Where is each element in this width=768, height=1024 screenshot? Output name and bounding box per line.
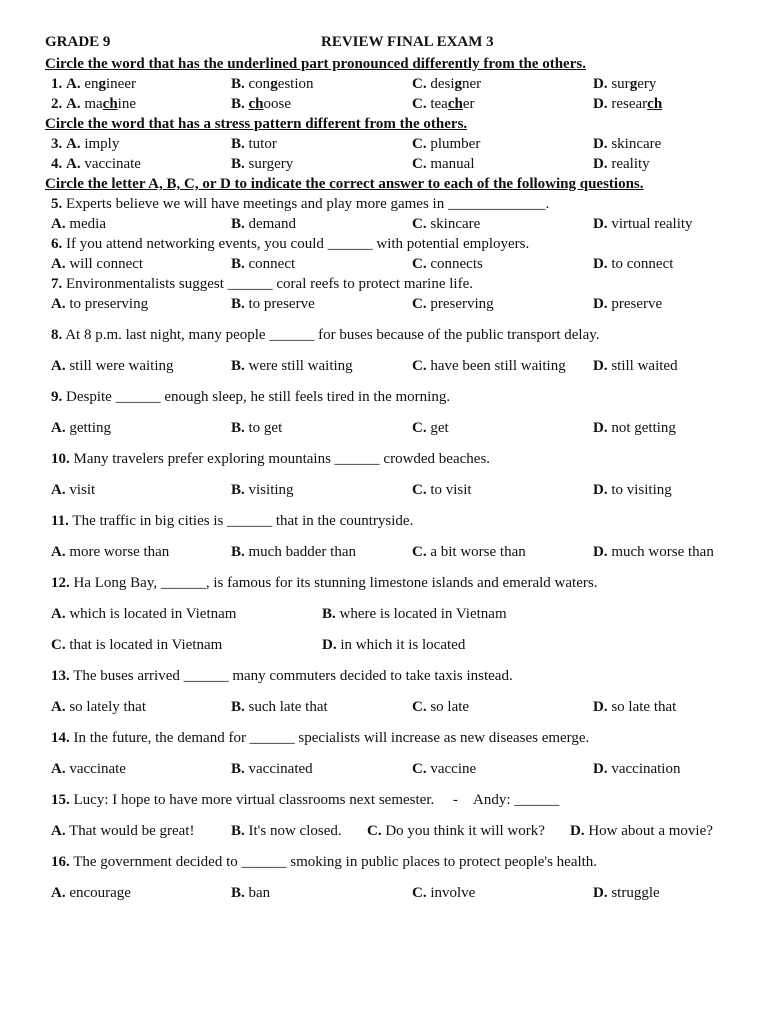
q11-option-a[interactable] bbox=[51, 542, 169, 562]
underlined-part: g bbox=[270, 76, 278, 92]
question-6-options bbox=[45, 254, 735, 274]
question-10-options bbox=[45, 480, 735, 500]
q11-option-c[interactable] bbox=[412, 542, 526, 562]
option-text: preserve bbox=[611, 296, 663, 312]
option-letter: C. bbox=[412, 420, 427, 436]
option-letter: D. bbox=[593, 482, 608, 498]
q6-option-d[interactable] bbox=[593, 254, 673, 274]
option-text: Do you think it will work? bbox=[385, 823, 545, 839]
question-number: 9. bbox=[51, 389, 63, 405]
question-text: The traffic in big cities is ______ that in the countryside. bbox=[72, 513, 414, 529]
q12-option-d[interactable] bbox=[322, 635, 465, 655]
question-number: 5. bbox=[51, 196, 63, 212]
question-14-stem bbox=[45, 728, 735, 748]
q4-option-b[interactable] bbox=[231, 154, 293, 174]
word-part: desi bbox=[430, 76, 455, 92]
option-text: preserving bbox=[430, 296, 494, 312]
question-number: 6. bbox=[51, 236, 63, 252]
option-text: tutor bbox=[248, 136, 277, 152]
option-text: much badder than bbox=[248, 544, 356, 560]
option-text: which is located in Vietnam bbox=[69, 606, 237, 622]
q14-option-d[interactable] bbox=[593, 759, 680, 779]
option-text: more worse than bbox=[69, 544, 170, 560]
q5-option-a[interactable] bbox=[51, 214, 106, 234]
option-letter: C. bbox=[412, 216, 427, 232]
option-letter: B. bbox=[231, 256, 245, 272]
option-letter: A. bbox=[51, 761, 66, 777]
option-letter: C. bbox=[412, 761, 427, 777]
option-text: media bbox=[69, 216, 106, 232]
question-12-stem bbox=[45, 573, 735, 593]
question-text: Experts believe we will have meetings and play more games in _____________. bbox=[66, 196, 550, 212]
option-letter: B. bbox=[231, 76, 245, 92]
question-14-options bbox=[45, 759, 735, 779]
option-text: get bbox=[430, 420, 449, 436]
q4-option-d[interactable] bbox=[593, 154, 650, 174]
underlined-part: ch bbox=[248, 96, 264, 112]
option-text: connects bbox=[430, 256, 483, 272]
question-text: Environmentalists suggest ______ coral reefs to protect marine life. bbox=[66, 276, 473, 292]
question-15-stem bbox=[45, 790, 735, 810]
question-text: The buses arrived ______ many commuters decided to take taxis instead. bbox=[73, 668, 513, 684]
option-text: imply bbox=[84, 136, 120, 152]
option-letter: A. bbox=[66, 156, 81, 172]
question-10-stem bbox=[45, 449, 735, 469]
q3-option-b[interactable] bbox=[231, 134, 277, 154]
q7-option-b[interactable] bbox=[231, 294, 315, 314]
q10-option-b[interactable] bbox=[231, 480, 294, 500]
q10-option-d[interactable] bbox=[593, 480, 672, 500]
option-text: still were waiting bbox=[69, 358, 174, 374]
q7-option-d[interactable] bbox=[593, 294, 662, 314]
q14-option-c[interactable] bbox=[412, 759, 476, 779]
question-12-options-row2 bbox=[45, 635, 735, 655]
option-text: to preserve bbox=[248, 296, 315, 312]
option-text: visit bbox=[69, 482, 96, 498]
option-letter: D. bbox=[570, 823, 585, 839]
option-letter: C. bbox=[412, 136, 427, 152]
option-letter: D. bbox=[593, 885, 608, 901]
pronunciation-instructions: Circle the word that has the underlined part pronounced differently from the others. bbox=[45, 56, 586, 72]
option-text: getting bbox=[69, 420, 112, 436]
question-6-stem bbox=[45, 234, 735, 254]
q6-option-a[interactable] bbox=[51, 254, 143, 274]
word-part: ine bbox=[117, 96, 136, 112]
option-letter: D. bbox=[593, 358, 608, 374]
option-letter: C. bbox=[412, 358, 427, 374]
question-text: Lucy: I hope to have more virtual classrooms next semester. bbox=[73, 792, 435, 808]
option-text: to connect bbox=[611, 256, 674, 272]
option-letter: C. bbox=[412, 296, 427, 312]
option-letter: B. bbox=[231, 761, 245, 777]
q3-option-d[interactable] bbox=[593, 134, 661, 154]
option-letter: A. bbox=[51, 358, 66, 374]
question-9-options bbox=[45, 418, 735, 438]
question-8-options bbox=[45, 356, 735, 376]
question-13-stem bbox=[45, 666, 735, 686]
q8-option-d[interactable] bbox=[593, 356, 678, 376]
option-letter: B. bbox=[231, 156, 245, 172]
option-letter: D. bbox=[593, 761, 608, 777]
word-part: ery bbox=[637, 76, 657, 92]
option-text: vaccinate bbox=[69, 761, 126, 777]
q9-option-d[interactable] bbox=[593, 418, 676, 438]
option-letter: B. bbox=[231, 823, 245, 839]
q9-option-c[interactable] bbox=[412, 418, 449, 438]
word-part: en bbox=[84, 76, 99, 92]
q15-option-c[interactable] bbox=[367, 821, 545, 841]
underlined-part: g bbox=[629, 76, 638, 92]
q15-option-b[interactable] bbox=[231, 821, 342, 841]
option-text: still waited bbox=[611, 358, 678, 374]
word-part: ma bbox=[84, 96, 103, 112]
option-letter: C. bbox=[412, 544, 427, 560]
q11-option-d[interactable] bbox=[593, 542, 714, 562]
q2-option-d[interactable] bbox=[593, 94, 662, 114]
option-letter: D. bbox=[322, 637, 337, 653]
q8-option-a[interactable] bbox=[51, 356, 174, 376]
option-letter: D. bbox=[593, 544, 608, 560]
option-letter: D. bbox=[593, 136, 608, 152]
option-letter: C. bbox=[412, 156, 427, 172]
q7-option-a[interactable] bbox=[51, 294, 148, 314]
q9-option-b[interactable] bbox=[231, 418, 282, 438]
option-letter: B. bbox=[322, 606, 336, 622]
option-text: visiting bbox=[248, 482, 294, 498]
question-number: 1. bbox=[51, 76, 63, 92]
option-letter: C. bbox=[367, 823, 382, 839]
q2-option-a[interactable] bbox=[51, 94, 136, 114]
dialogue-reply: Andy: ______ bbox=[472, 792, 560, 808]
exam-title: REVIEW FINAL EXAM 3 bbox=[321, 34, 494, 50]
q15-option-d[interactable] bbox=[570, 821, 713, 841]
option-letter: B. bbox=[231, 420, 245, 436]
option-letter: C. bbox=[412, 482, 427, 498]
option-letter: B. bbox=[231, 699, 245, 715]
q1-option-c[interactable] bbox=[412, 74, 481, 94]
q8-option-b[interactable] bbox=[231, 356, 353, 376]
option-letter: D. bbox=[593, 699, 608, 715]
question-number: 12. bbox=[51, 575, 70, 591]
q9-option-a[interactable] bbox=[51, 418, 111, 438]
question-3 bbox=[45, 134, 735, 154]
option-letter: A. bbox=[51, 216, 66, 232]
underlined-part: g bbox=[98, 76, 107, 92]
option-text: have been still waiting bbox=[430, 358, 566, 374]
q16-option-c[interactable] bbox=[412, 883, 475, 903]
stress-instructions: Circle the word that has a stress pattern different from the others. bbox=[45, 116, 468, 132]
question-number: 8. bbox=[51, 327, 63, 343]
option-text: so late that bbox=[611, 699, 677, 715]
q6-option-b[interactable] bbox=[231, 254, 295, 274]
q5-option-b[interactable] bbox=[231, 214, 296, 234]
option-letter: A. bbox=[51, 256, 66, 272]
q11-option-b[interactable] bbox=[231, 542, 356, 562]
q6-option-c[interactable] bbox=[412, 254, 483, 274]
option-letter: A. bbox=[51, 606, 66, 622]
option-letter: A. bbox=[51, 885, 66, 901]
option-text: connect bbox=[248, 256, 296, 272]
question-4 bbox=[45, 154, 735, 174]
option-text: It's now closed. bbox=[248, 823, 342, 839]
q14-option-b[interactable] bbox=[231, 759, 313, 779]
q2-option-c[interactable] bbox=[412, 94, 474, 114]
q12-option-a[interactable] bbox=[51, 604, 236, 624]
option-text: How about a movie? bbox=[588, 823, 713, 839]
q4-option-a[interactable] bbox=[51, 154, 141, 174]
option-letter: C. bbox=[412, 96, 427, 112]
question-text: Many travelers prefer exploring mountains ______ crowded beaches. bbox=[73, 451, 491, 467]
option-text: will connect bbox=[69, 256, 144, 272]
q1-option-a[interactable] bbox=[51, 74, 136, 94]
q3-option-c[interactable] bbox=[412, 134, 480, 154]
q1-option-b[interactable] bbox=[231, 74, 314, 94]
q15-option-a[interactable] bbox=[51, 821, 194, 841]
option-text: such late that bbox=[248, 699, 328, 715]
option-letter: A. bbox=[66, 136, 81, 152]
option-text: to get bbox=[248, 420, 283, 436]
option-letter: C. bbox=[412, 699, 427, 715]
q13-option-b[interactable] bbox=[231, 697, 328, 717]
option-letter: D. bbox=[593, 96, 608, 112]
word-part: estion bbox=[277, 76, 314, 92]
q10-option-a[interactable] bbox=[51, 480, 95, 500]
underlined-part: g bbox=[454, 76, 463, 92]
option-text: ban bbox=[248, 885, 271, 901]
option-text: so late bbox=[430, 699, 470, 715]
q10-option-c[interactable] bbox=[412, 480, 472, 500]
question-7-stem bbox=[45, 274, 735, 294]
question-number: 15. bbox=[51, 792, 70, 808]
word-part: ineer bbox=[106, 76, 136, 92]
option-letter: B. bbox=[231, 96, 245, 112]
option-letter: B. bbox=[231, 482, 245, 498]
option-text: vaccinated bbox=[248, 761, 313, 777]
option-letter: B. bbox=[231, 544, 245, 560]
q8-option-c[interactable] bbox=[412, 356, 566, 376]
option-text: struggle bbox=[611, 885, 660, 901]
exam-page bbox=[45, 34, 735, 903]
option-text: to preserving bbox=[69, 296, 149, 312]
option-letter: D. bbox=[593, 156, 608, 172]
question-number: 4. bbox=[51, 156, 63, 172]
option-text: vaccination bbox=[611, 761, 681, 777]
question-11-options bbox=[45, 542, 735, 562]
option-text: involve bbox=[430, 885, 476, 901]
option-text: much worse than bbox=[611, 544, 714, 560]
option-text: to visiting bbox=[611, 482, 672, 498]
option-letter: D. bbox=[593, 296, 608, 312]
option-letter: A. bbox=[51, 823, 66, 839]
option-text: that is located in Vietnam bbox=[69, 637, 223, 653]
question-8-stem bbox=[45, 325, 735, 345]
underlined-part: ch bbox=[647, 96, 663, 112]
word-part: ner bbox=[462, 76, 482, 92]
option-letter: B. bbox=[231, 216, 245, 232]
dialogue-dash: - bbox=[452, 792, 458, 808]
question-5-options bbox=[45, 214, 735, 234]
option-letter: C. bbox=[412, 256, 427, 272]
option-text: not getting bbox=[611, 420, 676, 436]
question-15-options bbox=[45, 821, 735, 841]
question-number: 2. bbox=[51, 96, 63, 112]
option-text: virtual reality bbox=[611, 216, 693, 232]
option-letter: A. bbox=[51, 296, 66, 312]
question-11-stem bbox=[45, 511, 735, 531]
q5-option-d[interactable] bbox=[593, 214, 693, 234]
option-letter: B. bbox=[231, 296, 245, 312]
q12-option-c[interactable] bbox=[51, 635, 222, 655]
option-text: That would be great! bbox=[69, 823, 195, 839]
option-letter: A. bbox=[51, 544, 66, 560]
option-letter: D. bbox=[593, 216, 608, 232]
grade-label: GRADE 9 bbox=[45, 34, 111, 50]
option-letter: A. bbox=[51, 482, 66, 498]
question-9-stem bbox=[45, 387, 735, 407]
question-number: 3. bbox=[51, 136, 63, 152]
question-text: If you attend networking events, you could ______ with potential employers. bbox=[66, 236, 530, 252]
question-number: 7. bbox=[51, 276, 63, 292]
option-text: surgery bbox=[248, 156, 294, 172]
option-text: a bit worse than bbox=[430, 544, 526, 560]
option-text: to visit bbox=[430, 482, 472, 498]
underlined-part: ch bbox=[447, 96, 463, 112]
option-text: vaccinate bbox=[84, 156, 141, 172]
option-letter: C. bbox=[51, 637, 66, 653]
question-number: 13. bbox=[51, 668, 70, 684]
question-number: 10. bbox=[51, 451, 70, 467]
q13-option-a[interactable] bbox=[51, 697, 146, 717]
question-13-options bbox=[45, 697, 735, 717]
exam-header bbox=[45, 34, 735, 54]
option-letter: B. bbox=[231, 358, 245, 374]
option-letter: C. bbox=[412, 885, 427, 901]
question-16-stem bbox=[45, 852, 735, 872]
q2-option-b[interactable] bbox=[231, 94, 291, 114]
word-part: sur bbox=[611, 76, 630, 92]
q4-option-c[interactable] bbox=[412, 154, 475, 174]
question-text: At 8 p.m. last night, many people ______ for buses because of the public transport delay. bbox=[65, 327, 600, 343]
question-text: Despite ______ enough sleep, he still feels tired in the morning. bbox=[66, 389, 451, 405]
q13-option-c[interactable] bbox=[412, 697, 469, 717]
question-text: Ha Long Bay, ______, is famous for its stunning limestone islands and emerald waters. bbox=[73, 575, 598, 591]
option-text: encourage bbox=[69, 885, 131, 901]
question-number: 14. bbox=[51, 730, 70, 746]
underlined-part: ch bbox=[102, 96, 118, 112]
word-part: con bbox=[248, 76, 271, 92]
option-text: so lately that bbox=[69, 699, 146, 715]
option-text: in which it is located bbox=[340, 637, 466, 653]
option-text: were still waiting bbox=[248, 358, 353, 374]
option-letter: B. bbox=[231, 136, 245, 152]
q1-option-d[interactable] bbox=[593, 74, 656, 94]
word-part: resear bbox=[611, 96, 648, 112]
q16-option-b[interactable] bbox=[231, 883, 270, 903]
option-text: skincare bbox=[611, 136, 662, 152]
q16-option-d[interactable] bbox=[593, 883, 660, 903]
option-text: plumber bbox=[430, 136, 481, 152]
question-number: 16. bbox=[51, 854, 70, 870]
question-number: 11. bbox=[51, 513, 69, 529]
q14-option-a[interactable] bbox=[51, 759, 126, 779]
q5-option-c[interactable] bbox=[412, 214, 480, 234]
option-letter: D. bbox=[593, 256, 608, 272]
option-text: vaccine bbox=[430, 761, 477, 777]
question-text: The government decided to ______ smoking in public places to protect people's health. bbox=[73, 854, 598, 870]
option-text: skincare bbox=[430, 216, 481, 232]
question-text: In the future, the demand for ______ specialists will increase as new diseases emerge. bbox=[73, 730, 590, 746]
word-part: er bbox=[462, 96, 475, 112]
q3-option-a[interactable] bbox=[51, 134, 119, 154]
q12-option-b[interactable] bbox=[322, 604, 507, 624]
option-text: reality bbox=[611, 156, 650, 172]
option-letter: D. bbox=[593, 76, 608, 92]
option-letter: A. bbox=[51, 699, 66, 715]
option-letter: C. bbox=[412, 76, 427, 92]
q13-option-d[interactable] bbox=[593, 697, 676, 717]
question-1 bbox=[45, 74, 735, 94]
option-letter: D. bbox=[593, 420, 608, 436]
mcq-instructions: Circle the letter A, B, C, or D to indicate the correct answer to each of the following questions. bbox=[45, 176, 644, 192]
question-7-options bbox=[45, 294, 735, 314]
option-text: where is located in Vietnam bbox=[339, 606, 507, 622]
question-2 bbox=[45, 94, 735, 114]
question-5-stem bbox=[45, 194, 735, 214]
option-letter: A. bbox=[66, 96, 81, 112]
option-letter: A. bbox=[66, 76, 81, 92]
question-16-options bbox=[45, 883, 735, 903]
option-letter: B. bbox=[231, 885, 245, 901]
q7-option-c[interactable] bbox=[412, 294, 494, 314]
option-text: demand bbox=[248, 216, 296, 232]
q16-option-a[interactable] bbox=[51, 883, 131, 903]
option-text: manual bbox=[430, 156, 475, 172]
option-letter: A. bbox=[51, 420, 66, 436]
word-part: oose bbox=[263, 96, 292, 112]
word-part: tea bbox=[430, 96, 448, 112]
question-12-options-row1 bbox=[45, 604, 735, 624]
